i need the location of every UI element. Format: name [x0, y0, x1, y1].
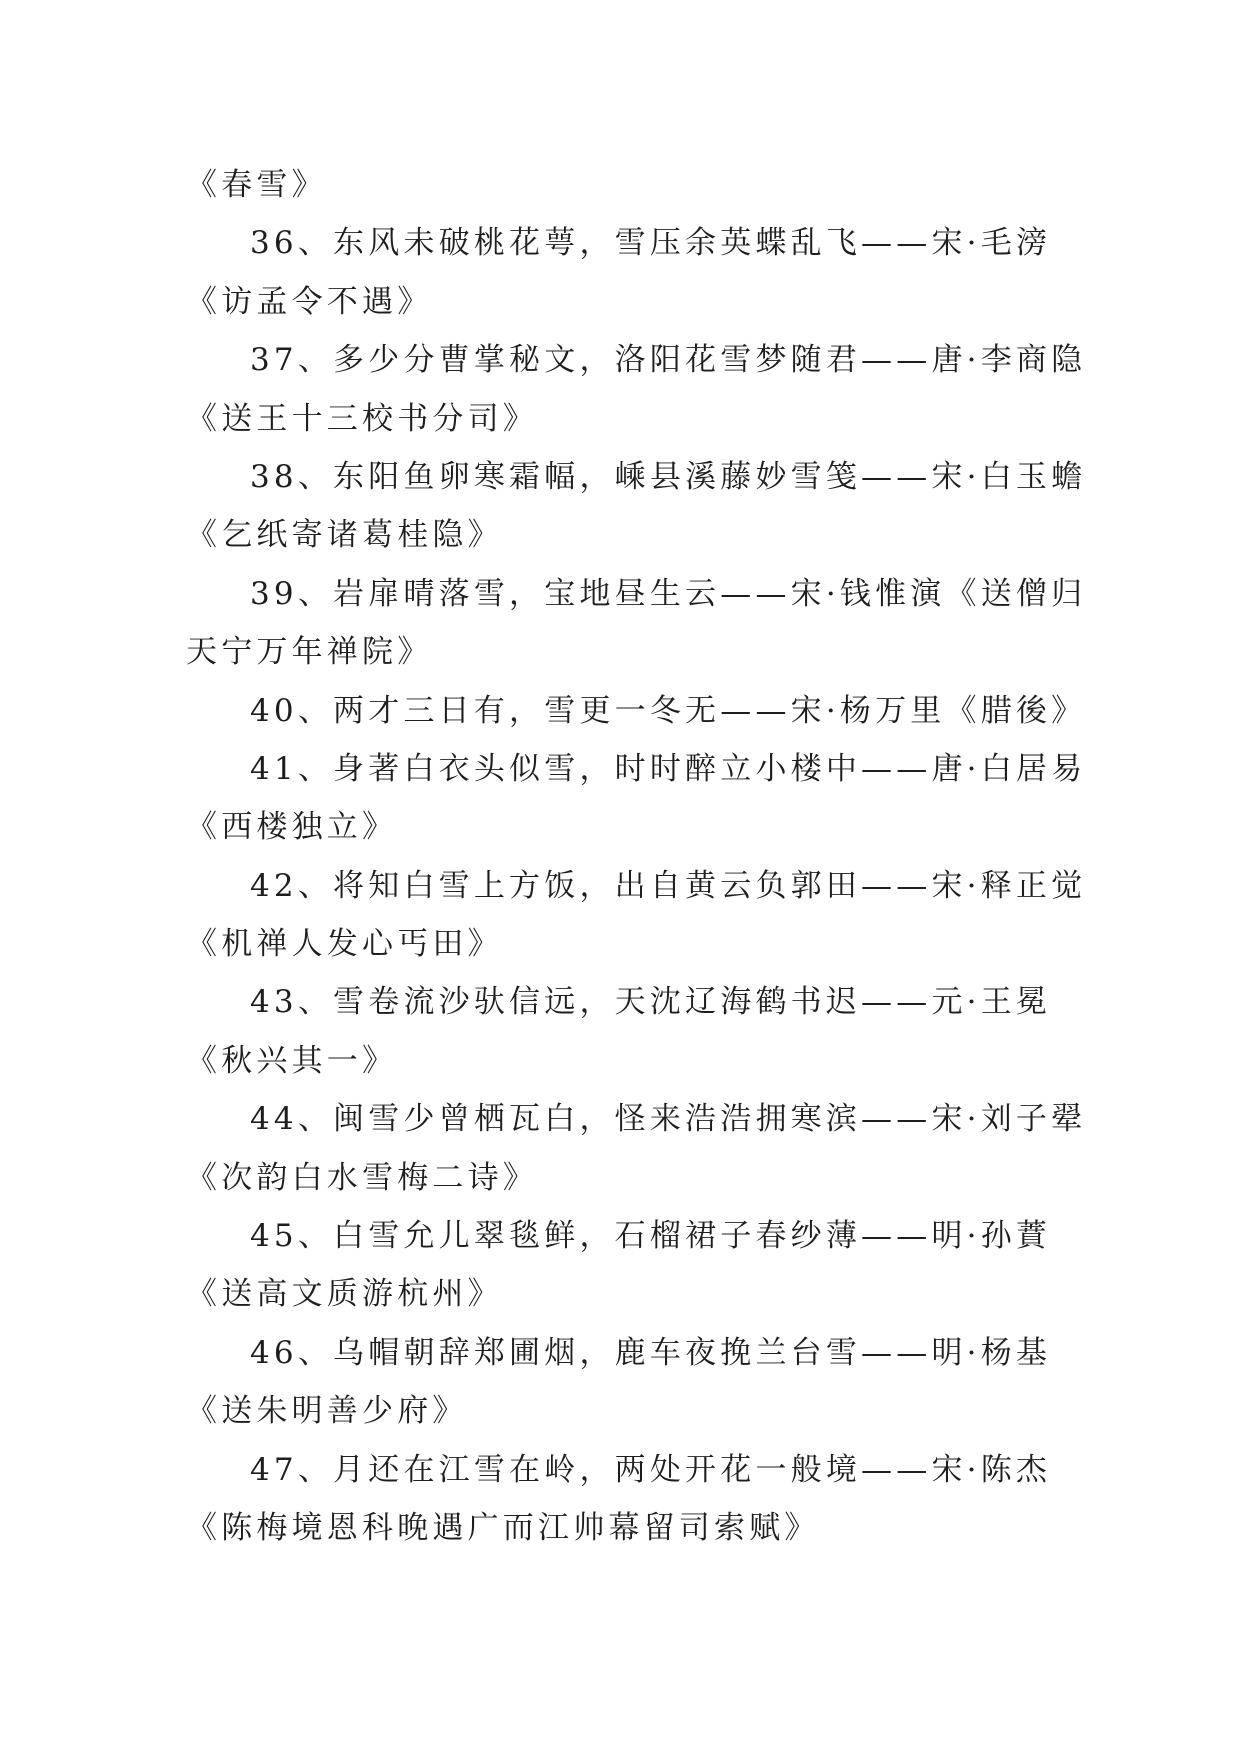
text-line: 《次韵白水雪梅二诗》: [186, 1159, 538, 1196]
text-line: 《送朱明善少府》: [186, 1393, 468, 1430]
text-line: 《春雪》: [186, 167, 327, 203]
entry-line-36: 36、东风未破桃花萼，雪压余英蝶乱飞——宋·毛滂: [250, 225, 1052, 262]
poem-list: [186, 156, 1087, 1557]
entry-line-40: 40、两才三日有，雪更一冬无——宋·杨万里《腊後》: [250, 692, 1087, 729]
entry-line-42: 42、将知白雪上方饭，出自黄云负郭田——宋·释正觉: [250, 867, 1087, 904]
entry-line-46: 46、乌帽朝辞郑圃烟，鹿车夜挽兰台雪——明·杨基: [250, 1334, 1052, 1371]
entry-line-44: 44、闽雪少曾栖瓦白，怪来浩浩拥寒滨——宋·刘子翚: [250, 1101, 1087, 1138]
text-line: 《乞纸寄诸葛桂隐》: [186, 517, 503, 554]
text-line: 《机禅人发心丐田》: [186, 926, 503, 963]
text-line: 《秋兴其一》: [186, 1042, 398, 1079]
entry-line-39: 39、岩扉晴落雪，宝地昼生云——宋·钱惟演《送僧归: [250, 575, 1087, 612]
text-line: 天宁万年禅院》: [186, 634, 433, 671]
text-line: 《送高文质游杭州》: [186, 1276, 503, 1313]
entry-line-41: 41、身著白衣头似雪，时时醉立小楼中——唐·白居易: [250, 750, 1087, 787]
text-line: 《送王十三校书分司》: [186, 400, 538, 437]
text-line: 《西楼独立》: [186, 809, 398, 846]
entry-line-37: 37、多少分曹掌秘文，洛阳花雪梦随君——唐·李商隐: [250, 342, 1087, 379]
text-line: 《访孟令不遇》: [186, 283, 433, 320]
entry-line-45: 45、白雪允儿翠毯鲜，石榴裙子春纱薄——明·孙蕡: [250, 1218, 1052, 1255]
entry-line-43: 43、雪卷流沙驮信远，天沈辽海鹤书迟——元·王冕: [250, 984, 1052, 1021]
entry-line-38: 38、东阳鱼卵寒霜幅，嵊县溪藤妙雪笺——宋·白玉蟾: [250, 458, 1087, 495]
entry-line-47: 47、月还在江雪在岭，两处开花一般境——宋·陈杰: [250, 1451, 1052, 1488]
text-line: 《陈梅境恩科晚遇广而江帅幕留司索赋》: [186, 1509, 820, 1546]
